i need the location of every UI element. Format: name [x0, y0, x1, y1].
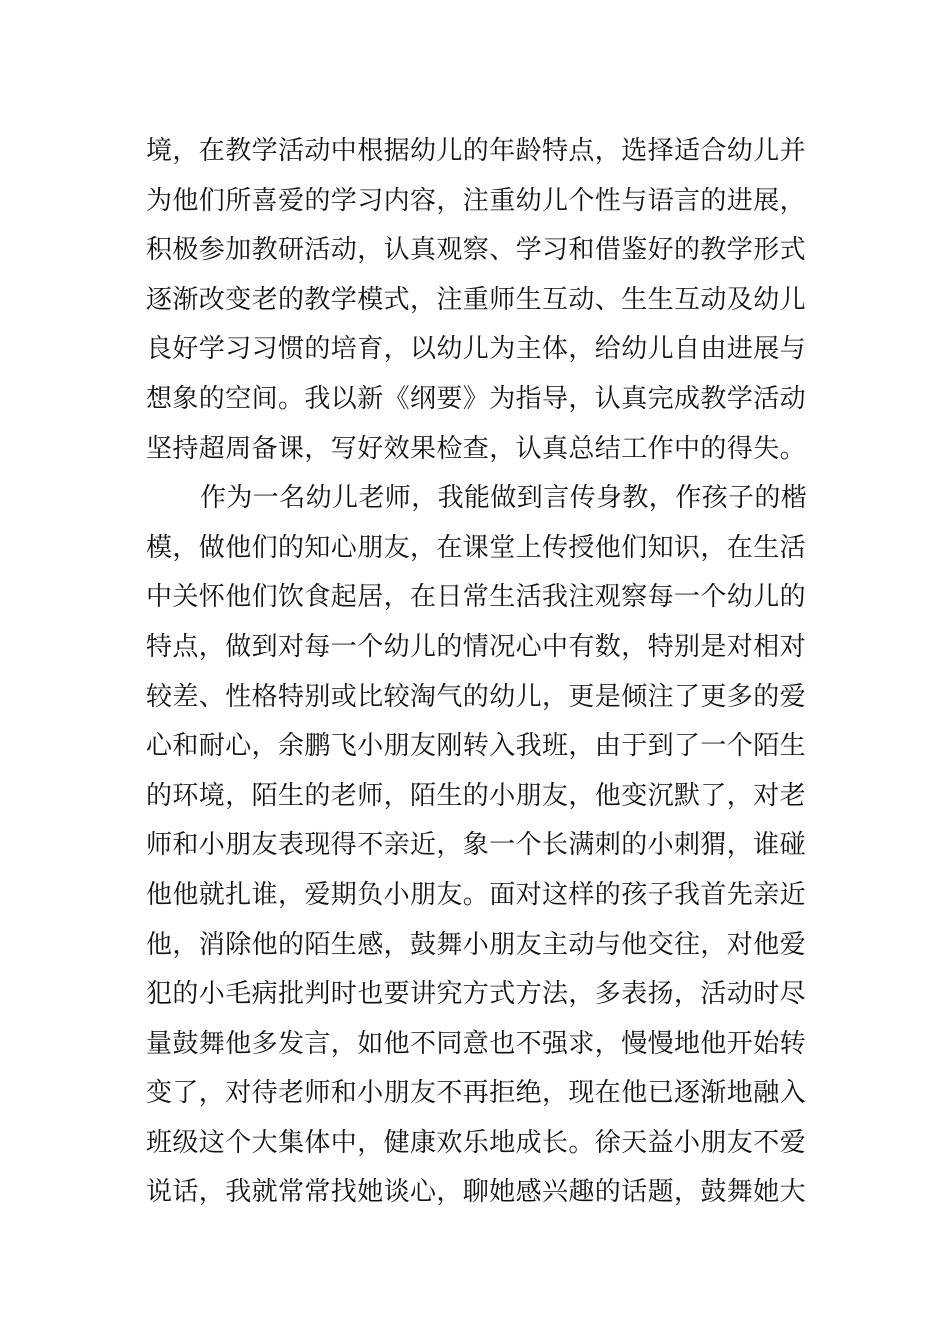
text-line: 他他就扎谁，爱期负小朋友。面对这样的孩子我首先亲近 — [146, 879, 807, 910]
body-text — [146, 127, 816, 1218]
text-line: 境，在教学活动中根据幼儿的年龄特点，选择适合幼儿并 — [146, 136, 807, 166]
text-line: 为他们所喜爱的学习内容，注重幼儿个性与语言的进展， — [146, 185, 807, 216]
text-line: 师和小朋友表现得不亲近，象一个长满刺的小刺猬，谁碰 — [146, 830, 807, 861]
text-line: 积极参加教研活动，认真观察、学习和借鉴好的教学形式 — [146, 235, 807, 266]
paragraph-first-line: 作为一名幼儿老师，我能做到言传身教，作孩子的楷 — [200, 483, 808, 514]
text-line: 模，做他们的知心朋友，在课堂上传授他们知识，在生活 — [146, 532, 807, 563]
text-line: 中关怀他们饮食起居，在日常生活我注观察每一个幼儿的 — [146, 582, 807, 613]
text-line: 心和耐心，余鹏飞小朋友刚转入我班，由于到了一个陌生 — [146, 731, 807, 762]
text-line: 班级这个大集体中，健康欢乐地成长。徐天益小朋友不爱 — [146, 1127, 807, 1158]
text-line: 变了，对待老师和小朋友不再拒绝，现在他已逐渐地融入 — [146, 1078, 807, 1109]
text-line: 坚持超周备课，写好效果检查，认真总结工作中的得失。 — [146, 433, 807, 464]
text-line: 他，消除他的陌生感，鼓舞小朋友主动与他交往，对他爱 — [146, 929, 807, 960]
text-line: 较差、性格特别或比较淘气的幼儿，更是倾注了更多的爱 — [146, 681, 807, 712]
text-line: 的环境，陌生的老师，陌生的小朋友，他变沉默了，对老 — [146, 780, 807, 811]
text-line: 说话，我就常常找她谈心，聊她感兴趣的话题，鼓舞她大 — [146, 1177, 807, 1208]
text-line: 犯的小毛病批判时也要讲究方式方法，多表扬，活动时尽 — [146, 979, 807, 1010]
text-line: 良好学习习惯的培育，以幼儿为主体，给幼儿自由进展与 — [146, 334, 807, 365]
text-line: 想象的空间。我以新《纲要》为指导，认真完成教学活动 — [146, 383, 807, 414]
text-line: 量鼓舞他多发言，如他不同意也不强求，慢慢地他开始转 — [146, 1028, 807, 1059]
text-line: 特点，做到对每一个幼儿的情况心中有数，特别是对相对 — [146, 631, 807, 662]
text-line: 逐渐改变老的教学模式，注重师生互动、生生互动及幼儿 — [146, 284, 807, 315]
